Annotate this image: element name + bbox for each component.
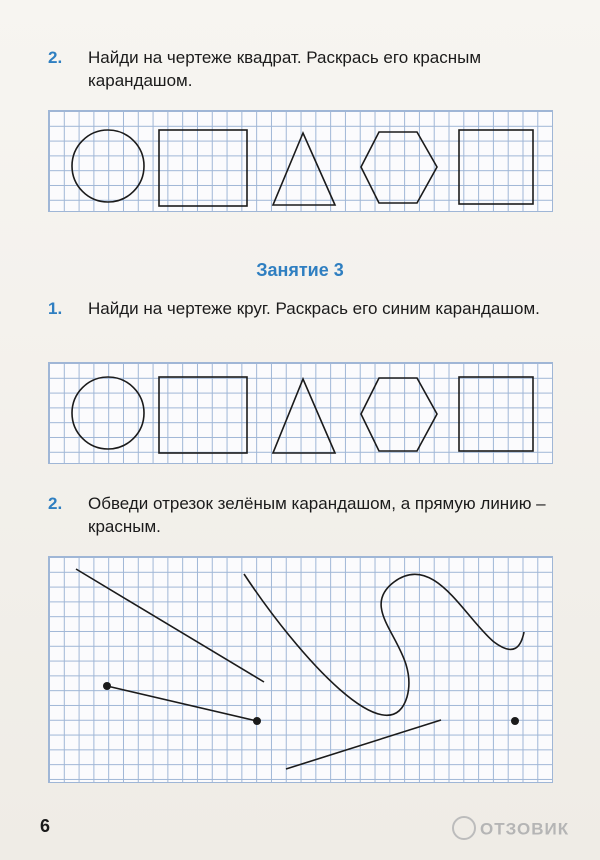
shapes-grid-1 bbox=[48, 110, 553, 212]
hexagon-shape bbox=[361, 378, 437, 451]
circle-shape bbox=[72, 377, 144, 449]
watermark-logo-icon bbox=[452, 816, 476, 840]
task-number: 1. bbox=[48, 299, 63, 318]
shapes-drawing-2 bbox=[49, 363, 552, 463]
rectangle-shape bbox=[159, 130, 247, 206]
triangle-shape bbox=[273, 133, 335, 205]
task-find-square bbox=[48, 46, 568, 92]
task-text: Найди на чертеже круг. Раскрась его синим карандашом. bbox=[88, 299, 540, 318]
page-number: 6 bbox=[40, 816, 51, 836]
straight-line-bottom bbox=[286, 720, 441, 769]
rectangle-shape bbox=[159, 377, 247, 453]
triangle-shape bbox=[273, 379, 335, 453]
task-trace-lines bbox=[48, 492, 568, 538]
segment-endpoint bbox=[253, 717, 261, 725]
single-point bbox=[511, 717, 519, 725]
task-text: Найди на чертеже квадрат. Раскрась его красным карандашом. bbox=[88, 48, 482, 90]
straight-line-top bbox=[76, 569, 264, 682]
task-find-circle bbox=[48, 297, 568, 320]
hexagon-shape bbox=[361, 132, 437, 203]
square-shape bbox=[459, 130, 533, 204]
segment-left bbox=[107, 686, 257, 721]
watermark bbox=[452, 818, 569, 842]
task-number: 2. bbox=[48, 494, 63, 513]
segment-endpoint bbox=[103, 682, 111, 690]
curved-line bbox=[244, 574, 524, 715]
shapes-grid-2 bbox=[48, 362, 553, 464]
circle-shape bbox=[72, 130, 144, 202]
lines-grid bbox=[48, 556, 553, 783]
lines-drawing bbox=[49, 557, 552, 782]
square-shape bbox=[459, 377, 533, 451]
lesson-title: Занятие 3 bbox=[256, 260, 344, 280]
task-text: Обведи отрезок зелёным карандашом, а прямую линию – красным. bbox=[88, 494, 546, 536]
task-number: 2. bbox=[48, 48, 63, 67]
shapes-drawing-1 bbox=[49, 111, 552, 211]
watermark-text: ОТЗОВИК bbox=[480, 819, 570, 839]
